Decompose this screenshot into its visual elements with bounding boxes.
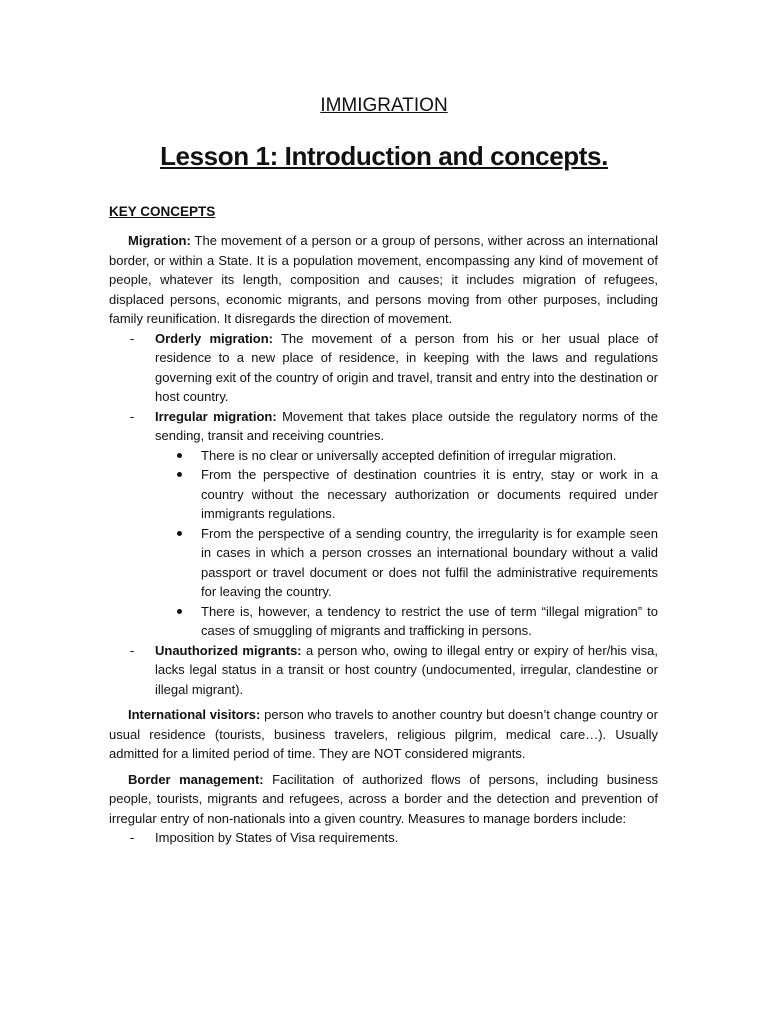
list-item [109, 407, 658, 446]
dash-marker: - [130, 830, 135, 845]
orderly-migration-text: The movement of a person from his or her usual place of residence to a new place of residence, in keeping with the laws and regulations governing exit of the country of origin and travel, transit and entry into the destination or host country. [155, 330, 658, 404]
bullet-item [109, 524, 658, 602]
migration-term: Migration: [128, 233, 191, 248]
migration-paragraph [109, 231, 658, 329]
dash-marker: - [130, 642, 135, 658]
list-item [109, 641, 658, 700]
bullet-item [109, 446, 658, 466]
international-visitors-term: International visitors: [128, 707, 261, 722]
dash-marker: - [130, 330, 135, 346]
unauthorized-migrants-term: Unauthorized migrants: [155, 642, 302, 658]
bullet-item [109, 602, 658, 641]
dash-marker: - [130, 408, 135, 424]
bullet-icon [177, 531, 182, 536]
bullet-text: There is, however, a tendency to restrict the use of term “illegal migration” to cases of smuggling of migrants and trafficking in persons. [201, 603, 658, 638]
section-heading: KEY CONCEPTS [109, 204, 216, 219]
list-item [109, 329, 658, 407]
international-visitors-text: person who travels to another country but doesn’t change country or usual residence (tourists, business travelers, religious pilgrim, medical care…). Usually admitted for a limited period of time. They are NOT considered migrants. [109, 707, 658, 761]
unauthorized-migrants-text: a person who, owing to illegal entry or expiry of her/his visa, lacks legal status in a transit or host country (undocumented, irregular, clandestine or illegal migrant). [155, 642, 658, 697]
unauthorized-list [109, 641, 658, 700]
international-visitors-paragraph [109, 705, 658, 764]
bullet-icon [177, 453, 182, 458]
document-body [109, 231, 658, 848]
border-management-paragraph [109, 770, 658, 829]
migration-text: The movement of a person or a group of persons, wither across an international border, or within a State. It is a population movement, encompassing any kind of movement of people, whatever its length, composition and causes; it includes migration of refugees, displaced persons, economic migrants, and persons moving from other purposes, including family reunification. It disregards the direction of movement. [109, 233, 658, 326]
border-measures-list [109, 828, 658, 848]
irregular-migration-term: Irregular migration: [155, 408, 277, 424]
migration-types-list [109, 329, 658, 446]
bullet-text: From the perspective of destination countries it is entry, stay or work in a country without the necessary authorization or documents required under immigrants regulations. [201, 467, 658, 521]
border-management-term: Border management: [128, 771, 264, 787]
irregular-migration-bullets [109, 446, 658, 641]
bullet-icon [177, 609, 182, 614]
bullet-text: There is no clear or universally accepted definition of irregular migration. [201, 447, 617, 463]
bullet-item [109, 465, 658, 524]
visa-requirements-text: Imposition by States of Visa requirements. [155, 830, 399, 845]
irregular-migration-text: Movement that takes place outside the regulatory norms of the sending, transit and receiving countries. [155, 408, 658, 443]
list-item [109, 828, 658, 848]
border-management-text: Facilitation of authorized flows of persons, including business people, tourists, migrants and refugees, across a border and the detection and prevention of irregular entry of non-nationals into a given country. Measures to manage borders include: [109, 771, 658, 826]
document-title: IMMIGRATION [320, 95, 448, 116]
orderly-migration-term: Orderly migration: [155, 330, 273, 346]
bullet-icon [177, 472, 182, 477]
bullet-text: From the perspective of a sending country, the irregularity is for example seen in cases in which a person crosses an international boundary without a valid passport or travel document or does not fulfil the administrative requirements for leaving the country. [201, 525, 658, 599]
lesson-title: Lesson 1: Introduction and concepts. [160, 141, 608, 171]
